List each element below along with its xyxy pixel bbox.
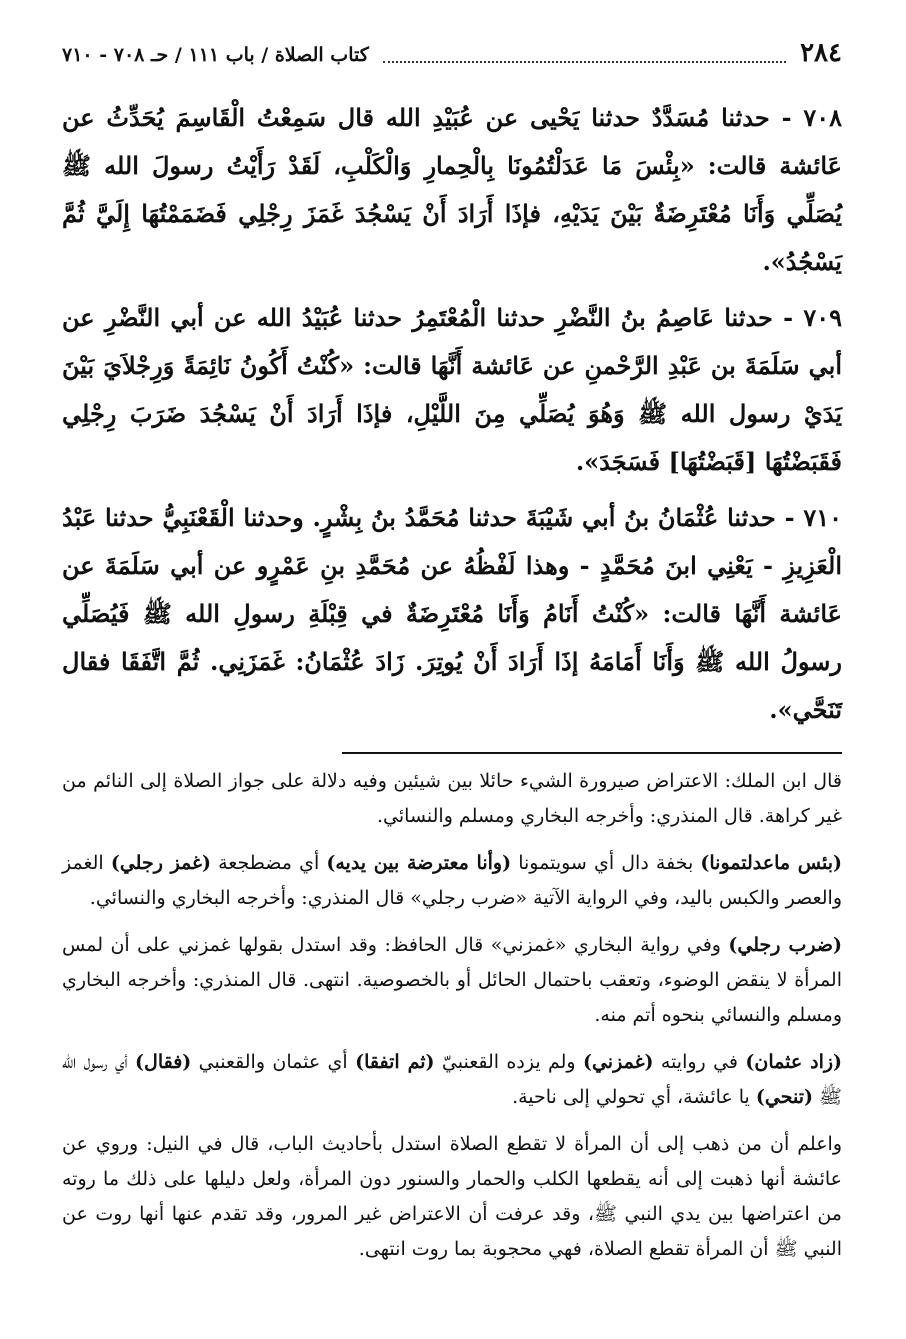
commentary-lemma: (غمز رجلي) [110,852,211,874]
commentary-paragraph [62,1127,842,1267]
hadith-708 [62,94,842,286]
page-header [62,38,842,72]
hadith-text: حدثنا عَاصِمُ بنُ النَّضْرِ حدثنا الْمُعْتَمِرُ حدثنا عُبَيْدُ الله عن أبي النَّضْرِ عن أبي سَلَمَةَ بن عَبْدِ الرَّحْمنِ عن عَائشة أَنَّهَا قالت: «كُنْتُ أَكُونُ نَائِمَةً وَرِجْلاَيَ بَيْنَ يَدَيْ رسول الله ﷺ وَهُوَ يُصَلِّي مِنَ اللَّيْلِ، فإذَا أَرَادَ أَنْ يَسْجُدَ ضَرَبَ رِجْلِي فَقَبَضْتُهَا [قَبَضْتُهَا] فَسَجَدَ». [62,303,842,476]
commentary-text: الغمز والعصر والكبس باليد، وفي الرواية الآتية «ضرب رجلي» قال المنذري: وأخرجه البخاري والنسائي. [62,852,842,909]
commentary-text: ولم يزده القعنبيّ [434,1051,583,1073]
commentary-text: أي رسول الله ﷺ [62,1051,842,1108]
page-number: ٢٨٤ [800,38,842,68]
commentary-paragraph [62,764,842,834]
commentary-paragraph [62,928,842,1033]
commentary-lemma: (ثم اتفقا) [355,1051,435,1073]
commentary-lemma: (تنحي) [755,1086,813,1108]
header-leader-dots [383,47,786,63]
commentary-paragraph [62,1045,842,1115]
hadith-number: ٧٠٨ - [781,103,842,132]
hadith-number: ٧١٠ - [784,503,842,532]
commentary-text: أي مضطجعة [210,852,327,874]
commentary-text: واعلم أن من ذهب إلى أن المرأة لا تقطع الصلاة استدل بأحاديث الباب، قال في النيل: وروي عن عائشة أنها ذهبت إلى أنه يقطعها الكلب والحمار والسنور دون المرأة، ولعل دليلها على ذلك ما روته من اعتراضها بين يدي النبي ﷺ، وقد عرفت أن الاعتراض غير المرور، وقد تقدم عنها أنها روت عن النبي ﷺ أن المرأة تقطع الصلاة، فهي محجوبة بما روت انتهى. [62,1133,842,1260]
hadith-text: حدثنا مُسَدَّدٌ حدثنا يَحْيى عن عُبَيْدِ الله قال سَمِعْتُ الْقَاسِمَ يُحَدِّثُ عن عَائشة قالت: «بِئْسَ مَا عَدَلْتُمُونَا بِالْحِمارِ وَالْكَلْبِ، لَقَدْ رَأَيْتُ رسولَ الله ﷺ يُصَلِّي وَأَنَا مُعْتَرِضَةٌ بَيْنَ يَدَيْهِ، فإذَا أَرَادَ أَنْ يَسْجُدَ غَمَزَ رِجْلِي فَضَمَمْتُهَا إِلَيَّ ثُمَّ يَسْجُدُ». [62,103,843,276]
commentary-lemma: (فقال) [135,1051,192,1073]
document-page [62,38,842,1279]
commentary-lemma: (زاد عثمان) [745,1051,843,1073]
running-title: كتاب الصلاة / باب ١١١ / حـ ٧٠٨ - ٧١٠ [62,44,369,66]
commentary [62,764,842,1267]
commentary-text: يا عائشة، أي تحولي إلى ناحية. [512,1086,756,1108]
commentary-text: أي عثمان والقعنبي [191,1051,356,1073]
hadith-number: ٧٠٩ - [783,303,842,332]
commentary-lemma: (وأنا معترضة بين يديه) [326,852,512,874]
commentary-text: قال ابن الملك: الاعتراض صيرورة الشيء حائلا بين شيئين وفيه دلالة على جواز الصلاة إلى النائم من غير كراهة. قال المنذري: وأخرجه البخاري ومسلم والنسائي. [62,770,842,827]
commentary-lemma: (غمزني) [582,1051,654,1073]
hadith-709 [62,294,842,486]
commentary-paragraph [62,846,842,916]
commentary-text: بخفة دال أي سويتمونا [511,852,701,874]
commentary-lemma: (بئس ماعدلتمونا) [700,852,842,874]
hadith-710 [62,494,842,734]
commentary-text: في روايته [653,1051,746,1073]
commentary-text: وفي رواية البخاري «غمزني» قال الحافظ: وقد استدل بقولها غمزني على أن لمس المرأة لا ينقض الوضوء، وتعقب باحتمال الحائل أو بالخصوصية. انتهى. قال المنذري: وأخرجه البخاري ومسلم والنسائي بنحوه أتم منه. [62,934,842,1026]
footnote-separator [342,752,842,754]
hadith-text: حدثنا عُثْمَانُ بنُ أبي شَيْبَةَ حدثنا مُحَمَّدُ بنُ بِشْرٍ. وحدثنا الْقَعْنَبِيُّ حدثنا عَبْدُ الْعَزِيزِ - يَعْنِي ابنَ مُحَمَّدٍ - وهذا لَفْظُهُ عن مُحَمَّدِ بنِ عَمْرٍو عن أبي سَلَمَةَ عن عَائشة أَنَّهَا قالت: «كُنْتُ أَنَامُ وَأَنَا مُعْتَرِضَةٌ في قِبْلَةِ رسولِ الله ﷺ فَيُصَلِّي رسولُ الله ﷺ وَأَنَا أَمَامَهُ إذَا أَرَادَ أَنْ يُوتِرَ. زَادَ عُثْمَانُ: غَمَزَنِي. ثُمَّ اتَّفَقَا فقال تَنَحَّي». [62,503,842,724]
commentary-lemma: (ضرب رجلي) [728,934,842,956]
